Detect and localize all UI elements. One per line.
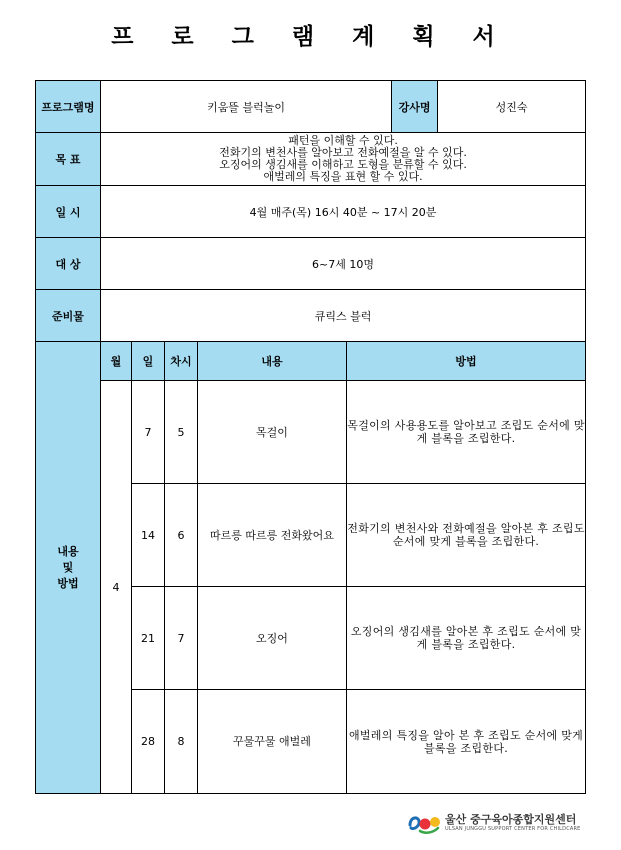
header-month: 월 bbox=[101, 342, 132, 381]
method-value: 전화기의 변천사와 전화예절을 알아본 후 조립도 순서에 맞게 블록을 조립한다. bbox=[347, 484, 586, 587]
schedule-value: 4월 매주(목) 16시 40분 ~ 17시 20분 bbox=[101, 186, 586, 238]
target-label: 대 상 bbox=[36, 238, 101, 290]
program-name-label: 프로그램명 bbox=[36, 81, 101, 133]
content-value: 목걸이 bbox=[198, 381, 347, 484]
program-plan-table bbox=[35, 80, 586, 794]
method-value: 애벌레의 특징을 알아 본 후 조립도 순서에 맞게 블록을 조립한다. bbox=[347, 690, 586, 794]
day-value: 21 bbox=[132, 587, 165, 690]
instructor-value: 성진숙 bbox=[438, 81, 586, 133]
center-logo bbox=[407, 812, 581, 834]
goals-label: 목 표 bbox=[36, 133, 101, 186]
method-value: 오징어의 생김새를 알아본 후 조립도 순서에 맞게 블록을 조립한다. bbox=[347, 587, 586, 690]
month-value: 4 bbox=[101, 381, 132, 794]
method-value: 목걸이의 사용용도를 알아보고 조립도 순서에 맞게 블록을 조립한다. bbox=[347, 381, 586, 484]
instructor-label: 강사명 bbox=[392, 81, 438, 133]
logo-mark-icon bbox=[407, 812, 441, 834]
day-value: 14 bbox=[132, 484, 165, 587]
schedule-label: 일 시 bbox=[36, 186, 101, 238]
goal-line: 애벌레의 특징을 표현 할 수 있다. bbox=[263, 170, 423, 183]
target-value: 6~7세 10명 bbox=[101, 238, 586, 290]
content-value: 따르릉 따르릉 전화왔어요 bbox=[198, 484, 347, 587]
logo-name: 울산 중구육아종합지원센터 bbox=[445, 812, 577, 826]
session-value: 6 bbox=[165, 484, 198, 587]
content-value: 오징어 bbox=[198, 587, 347, 690]
materials-label: 준비물 bbox=[36, 290, 101, 342]
header-method: 방법 bbox=[347, 342, 586, 381]
logo-subtitle: ULSAN JUNGGU SUPPORT CENTER FOR CHILDCARE bbox=[445, 825, 581, 832]
goal-line: 패턴을 이해할 수 있다. bbox=[288, 134, 398, 147]
header-content: 내용 bbox=[198, 342, 347, 381]
content-value: 꾸물꾸물 애벌레 bbox=[198, 690, 347, 794]
goal-line: 오징어의 생김새를 이해하고 도형을 분류할 수 있다. bbox=[219, 158, 467, 171]
materials-value: 큐릭스 블럭 bbox=[101, 290, 586, 342]
session-value: 5 bbox=[165, 381, 198, 484]
session-value: 7 bbox=[165, 587, 198, 690]
session-value: 8 bbox=[165, 690, 198, 794]
document-title: 프 로 그 램 계 획 서 bbox=[111, 24, 510, 50]
content-method-label: 내용 및 방법 bbox=[36, 342, 101, 794]
goals-value bbox=[101, 133, 586, 186]
program-name-value: 키움뜰 블럭놀이 bbox=[101, 81, 392, 133]
goal-line: 전화기의 변천사를 알아보고 전화예절을 알 수 있다. bbox=[219, 146, 467, 159]
day-value: 7 bbox=[132, 381, 165, 484]
header-session: 차시 bbox=[165, 342, 198, 381]
day-value: 28 bbox=[132, 690, 165, 794]
header-day: 일 bbox=[132, 342, 165, 381]
table-row bbox=[36, 381, 586, 484]
